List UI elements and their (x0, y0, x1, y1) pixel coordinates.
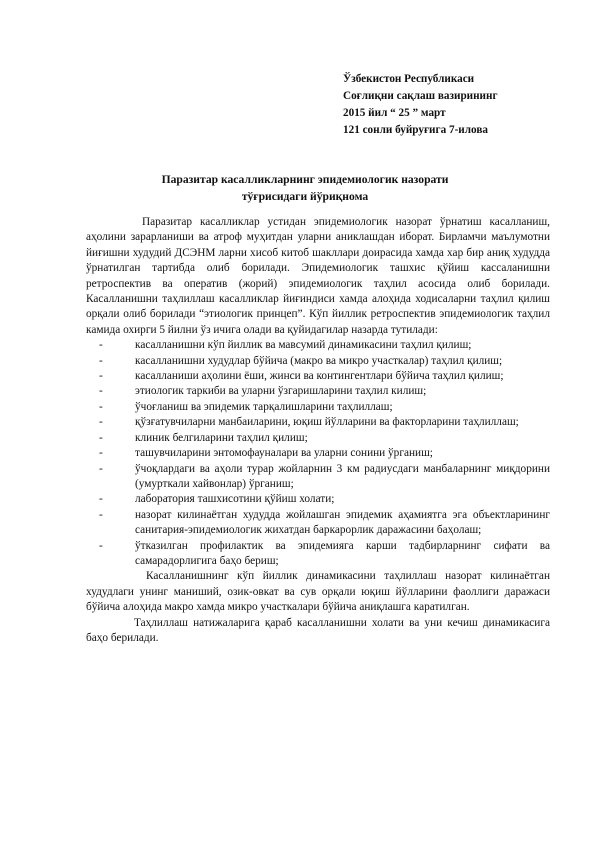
intro-paragraph: Паразитар касалликлар устидан эпидемиологик назорат ўрнатиш касалланиш, аҳолини зарарланиши ва атроф муҳитдан уларни аниклашдан иборат. Бирламчи маълумотни йиғишни худудий ДСЭНМ ларни хисоб китоб шакллари доирасида хамда хар бир аниқ худудда ўрнатилган тартибда олиб борилади. Эпидемиологик ташхис қўйиш кассаланишни ретроспектив ва оператив (жорий) эпидемиологик таҳлил асосида олиб борилади. Касалланишни таҳлиллаш касалликлар йиғиндиси хамда алоҳида ходисаларни таҳлил қилиш орқали олиб борилади “этиологик принцеп”. Кўп йиллик ретроспектив эпидемиологик таҳлил камида охирги 5 йилни ўз ичига олади ва қуйидагилар назарда тутилади: (86, 216, 550, 336)
list-item: - қўзғатувчиларни манбаиларини, юқиш йўлларини ва факторларини таҳлиллаш; (135, 415, 550, 430)
document-title (60, 171, 550, 205)
list-item: - назорат килинаётган худудда жойлашган эпидемик аҳамиятга эга объектларининг санитария-эпидемиологик жихатдан баркарорлик даражасини баҳолаш; (135, 508, 550, 539)
list-item: - ўчоқлардаги ва аҳоли турар жойларнин 3 км радиусдаги манбаларнинг миқдорини (умурткали хайвонлар) ўрганиш; (135, 462, 550, 493)
list-item: - клиник белгиларини таҳлил қилиш; (135, 431, 550, 446)
header-line-2: Соғлиқни сақлаш вазирининг (343, 90, 498, 102)
list-item: - касалланишни кўп йиллик ва мавсумий динамикасини таҳлил қилиш; (135, 338, 550, 353)
approval-header (343, 71, 498, 139)
header-line-1: Ўзбекистон Республикаси (343, 73, 475, 85)
list-item: - касалланиши аҳолини ёши, жинси ва контингентлари бўйича таҳлил қилиш; (135, 369, 550, 384)
document-body (86, 215, 550, 646)
header-line-4: 121 сонли буйруғига 7-илова (343, 124, 488, 136)
header-line-3: 2015 йил “ 25 ” март (343, 107, 446, 119)
dynamics-paragraph: Касалланишнинг кўп йиллик динамикасини таҳлиллаш назорат килинаётган худудлаги унинг маниший, озик-овкат ва сув орқали юқиш йўлларини фаоллиги даражаси бўйича алоҳида макро хамда микро участкалари бўйича аниқлашга каратилган. (86, 570, 550, 614)
analysis-list (86, 338, 550, 569)
list-item: - этиологик таркиби ва уларни ўзгаришларини таҳлил килиш; (135, 384, 550, 399)
title-line-1: Паразитар касалликларнинг эпидемиологик назорати (161, 173, 449, 186)
title-line-2: тўғрисидаги йўриқнома (241, 190, 369, 203)
list-item: - лаборатория ташхисотини қўйиш холати; (135, 492, 550, 507)
list-item: - касалланишни худудлар бўйича (макро ва микро участкалар) таҳлил қилиш; (135, 354, 550, 369)
results-paragraph: Таҳлиллаш натижаларига қараб касалланишни холати ва уни кечиш динамикасига баҳо берилади. (86, 616, 550, 644)
list-item: - ўчоғланиш ва эпидемик тарқалишларини таҳлиллаш; (135, 400, 550, 415)
list-item: - ташувчиларини энтомофауналари ва уларни сонини ўрганиш; (135, 446, 550, 461)
list-item: - ўтказилган профилактик ва эпидемияга карши тадбирларнинг сифати ва самарадорлигига баҳо бериш; (135, 539, 550, 570)
